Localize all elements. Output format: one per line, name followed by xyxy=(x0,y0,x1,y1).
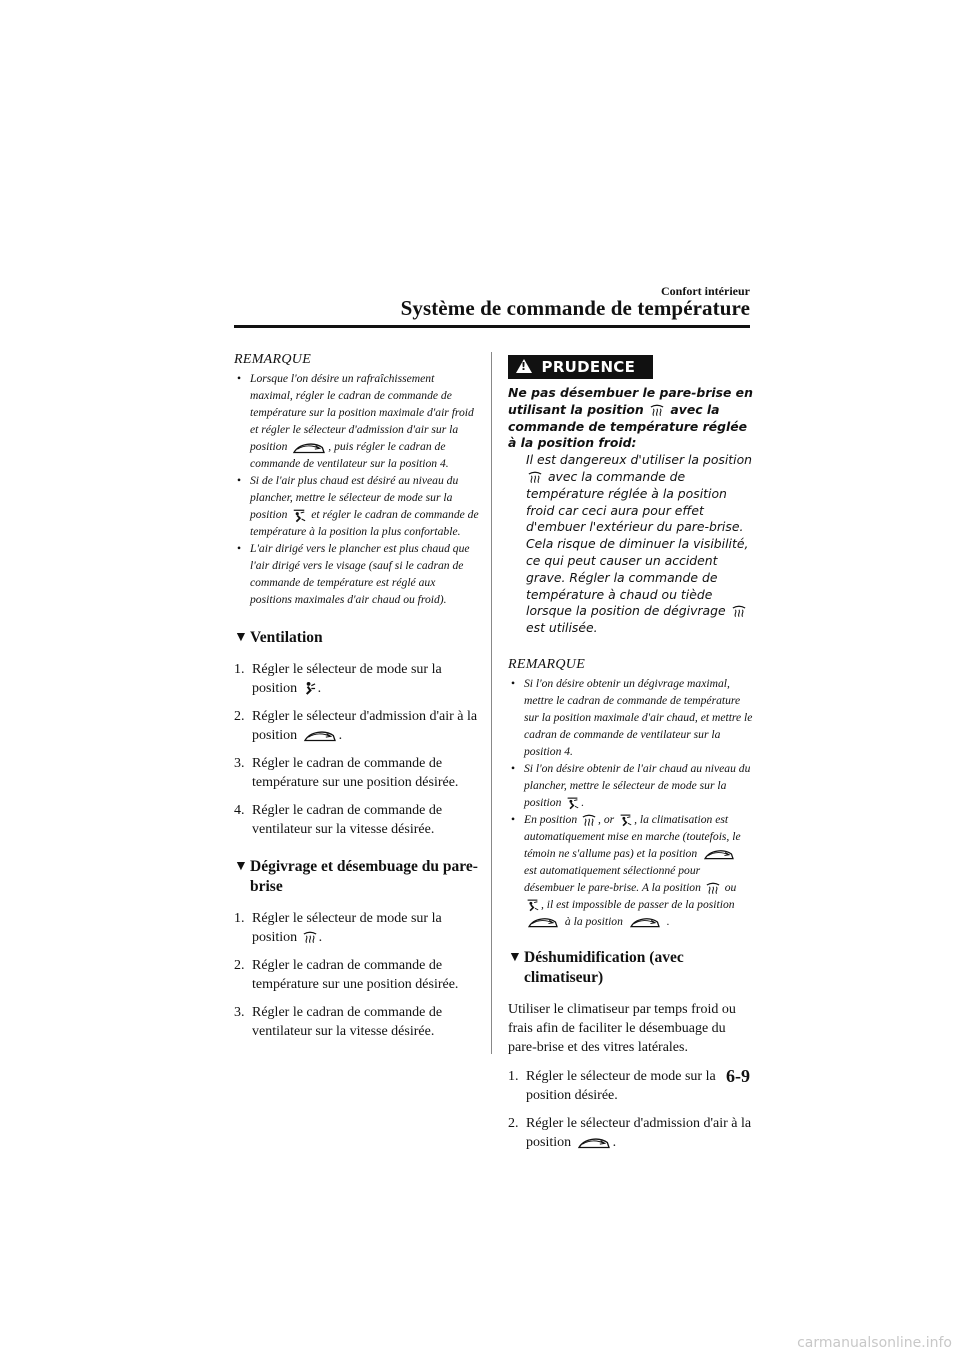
caution-text: est utilisée. xyxy=(526,620,598,636)
note-text: et régler le cadran de commande de température à la position la plus confortable. xyxy=(250,508,479,538)
section-marker-icon: ▼ xyxy=(234,859,248,874)
step-number: 4. xyxy=(234,803,245,818)
header-rule xyxy=(234,325,750,328)
floor-defrost-icon xyxy=(566,796,579,810)
right-column xyxy=(508,355,753,1161)
note-text: , il est impossible de passer de la position xyxy=(541,897,735,911)
outside-air-icon xyxy=(292,440,326,455)
ventilation-heading xyxy=(234,628,479,648)
outside-air-icon xyxy=(577,1135,611,1150)
step-text: Régler le cadran de commande de ventilateur sur la vitesse désirée. xyxy=(252,803,443,837)
outside-air-icon xyxy=(526,915,560,929)
step-number: 1. xyxy=(234,662,245,677)
section-marker-icon: ▼ xyxy=(234,630,248,645)
step-item xyxy=(508,1114,753,1152)
step-number: 1. xyxy=(508,1068,519,1084)
right-note xyxy=(508,657,753,930)
floor-defrost-icon xyxy=(292,508,306,523)
windshield-defrost-icon xyxy=(303,931,317,944)
note-text: est automatiquement sélectionné pour désembuer le pare-brise. A la position xyxy=(524,863,701,894)
note-item xyxy=(234,472,479,540)
note-title: REMARQUE xyxy=(508,656,586,672)
note-item xyxy=(508,811,753,930)
dehumidification-heading xyxy=(508,948,753,988)
step-text: Régler le sélecteur de mode sur la position xyxy=(252,911,442,945)
defrost-steps xyxy=(234,909,479,1041)
windshield-defrost-icon xyxy=(582,814,596,827)
note-item xyxy=(234,370,479,472)
step-text: Régler le sélecteur d'admission d'air à la position xyxy=(252,709,478,743)
note-text: ou xyxy=(724,880,737,894)
step-text: Régler le cadran de commande de température sur une position désirée. xyxy=(252,958,459,992)
step-item xyxy=(234,909,479,947)
note-item: • Si l'on désire obtenir un dégivrage maximal, mettre le cadran de commande de température sur la position maximale d'air chaud, et mettre le cadran de commande de ventilateur sur la position 4. xyxy=(508,675,753,760)
note-list xyxy=(508,675,753,930)
note-item xyxy=(508,760,753,811)
note-text: En position xyxy=(524,812,578,826)
caution-label: PRUDENCE xyxy=(541,358,636,376)
floor-defrost-icon xyxy=(619,813,632,827)
step-item xyxy=(234,956,479,994)
windshield-defrost-icon xyxy=(732,605,746,618)
step-text: . xyxy=(338,728,343,743)
step-item xyxy=(234,660,479,698)
step-number: 1. xyxy=(234,911,245,926)
heading-text: Ventilation xyxy=(250,629,323,646)
step-text: Régler le cadran de commande de ventilateur sur la vitesse désirée. xyxy=(252,1005,443,1039)
outside-air-icon xyxy=(303,728,337,743)
warning-icon xyxy=(516,359,532,373)
note-list xyxy=(234,370,479,608)
caution-text: Il est dangereux d'utiliser la position xyxy=(526,452,753,468)
dehumidification-intro: Utiliser le climatiseur par temps froid ou frais afin de faciliter le désembuage du pare-brise et des vitres latérales. xyxy=(508,1001,736,1055)
heading-text: Dégivrage et désembuage du pare-brise xyxy=(250,858,478,895)
step-number: 3. xyxy=(234,1005,245,1020)
left-column xyxy=(234,352,479,1050)
caution-badge xyxy=(508,355,653,379)
note-title: REMARQUE xyxy=(234,352,312,367)
defrost-heading xyxy=(234,857,479,897)
running-head: Confort intérieur xyxy=(661,284,750,298)
outside-air-icon xyxy=(702,847,736,861)
floor-defrost-icon xyxy=(526,898,539,912)
step-text: . xyxy=(318,930,323,945)
caution-body xyxy=(526,452,753,637)
caution-text: avec la commande de température réglée à la position froid: xyxy=(508,401,748,451)
step-item xyxy=(234,754,479,792)
note-text: à la position xyxy=(564,914,623,928)
note-item: • L'air dirigé vers le plancher est plus chaud que l'air dirigé vers le visage (sauf si le cadran de commande de température est réglé aux positions maximales d'air chaud ou froid). xyxy=(234,540,479,608)
step-item xyxy=(234,1003,479,1041)
note-text: , puis régler le cadran de commande de ventilateur sur la position 4. xyxy=(250,440,449,470)
outside-air-icon xyxy=(628,915,662,929)
windshield-defrost-icon xyxy=(706,882,720,895)
note-text: Lorsque l'on désire un rafraîchissement maximal, régler le cadran de commande de température sur la position maximale d'air froid et régler le sélecteur d'admission d'air sur la position xyxy=(250,372,474,453)
step-number: 3. xyxy=(234,756,245,771)
step-number: 2. xyxy=(508,1115,519,1131)
note-text: Si l'on désire obtenir de l'air chaud au niveau du plancher, mettre le sélecteur de mode sur la position xyxy=(524,761,751,809)
section-marker-icon: ▼ xyxy=(508,949,522,965)
face-vent-icon xyxy=(303,681,316,696)
section-title: Système de commande de température xyxy=(400,296,750,320)
dehumidification-steps xyxy=(508,1067,753,1152)
step-text: . xyxy=(612,1134,617,1150)
ventilation-steps xyxy=(234,660,479,839)
heading-text: Déshumidification (avec climatiseur) xyxy=(524,948,684,986)
caution-lead xyxy=(508,385,753,452)
note-text: , la climatisation est automatiquement mise en marche (toutefois, le témoin ne s'allume pas) et la position xyxy=(524,812,741,860)
step-text: Régler le sélecteur d'admission d'air à la position xyxy=(526,1115,752,1150)
step-text: Régler le sélecteur de mode sur la position désirée. xyxy=(526,1068,716,1103)
windshield-defrost-icon xyxy=(528,471,542,484)
step-item xyxy=(234,801,479,839)
note-text: . xyxy=(666,914,670,928)
windshield-defrost-icon xyxy=(650,404,664,417)
caution-text: avec la commande de température réglée à la position froid car ceci aura pour effet d'embuer l'extérieur du pare-brise. Cela risque de diminuer la visibilité, ce qui peut causer un accident grave. Régler la commande de température à chaud ou tiède lorsque la position de dégivrage xyxy=(526,468,749,619)
note-text: , or xyxy=(598,812,615,826)
step-text: . xyxy=(317,681,322,696)
step-text: Régler le sélecteur de mode sur la position xyxy=(252,662,442,696)
caution-text: Ne pas désembuer le pare-brise en utilisant la position xyxy=(508,385,753,417)
step-number: 2. xyxy=(234,958,245,973)
note-text: . xyxy=(581,795,585,809)
note-text: Si de l'air plus chaud est désiré au niveau du plancher, mettre le sélecteur de mode sur la position xyxy=(250,474,459,521)
column-divider xyxy=(491,352,492,1054)
page-number: 6-9 xyxy=(726,1066,750,1086)
step-item xyxy=(234,707,479,745)
watermark: carmanualsonline.info xyxy=(797,1335,952,1351)
step-text: Régler le cadran de commande de température sur une position désirée. xyxy=(252,756,459,790)
step-item xyxy=(508,1067,753,1105)
step-number: 2. xyxy=(234,709,245,724)
